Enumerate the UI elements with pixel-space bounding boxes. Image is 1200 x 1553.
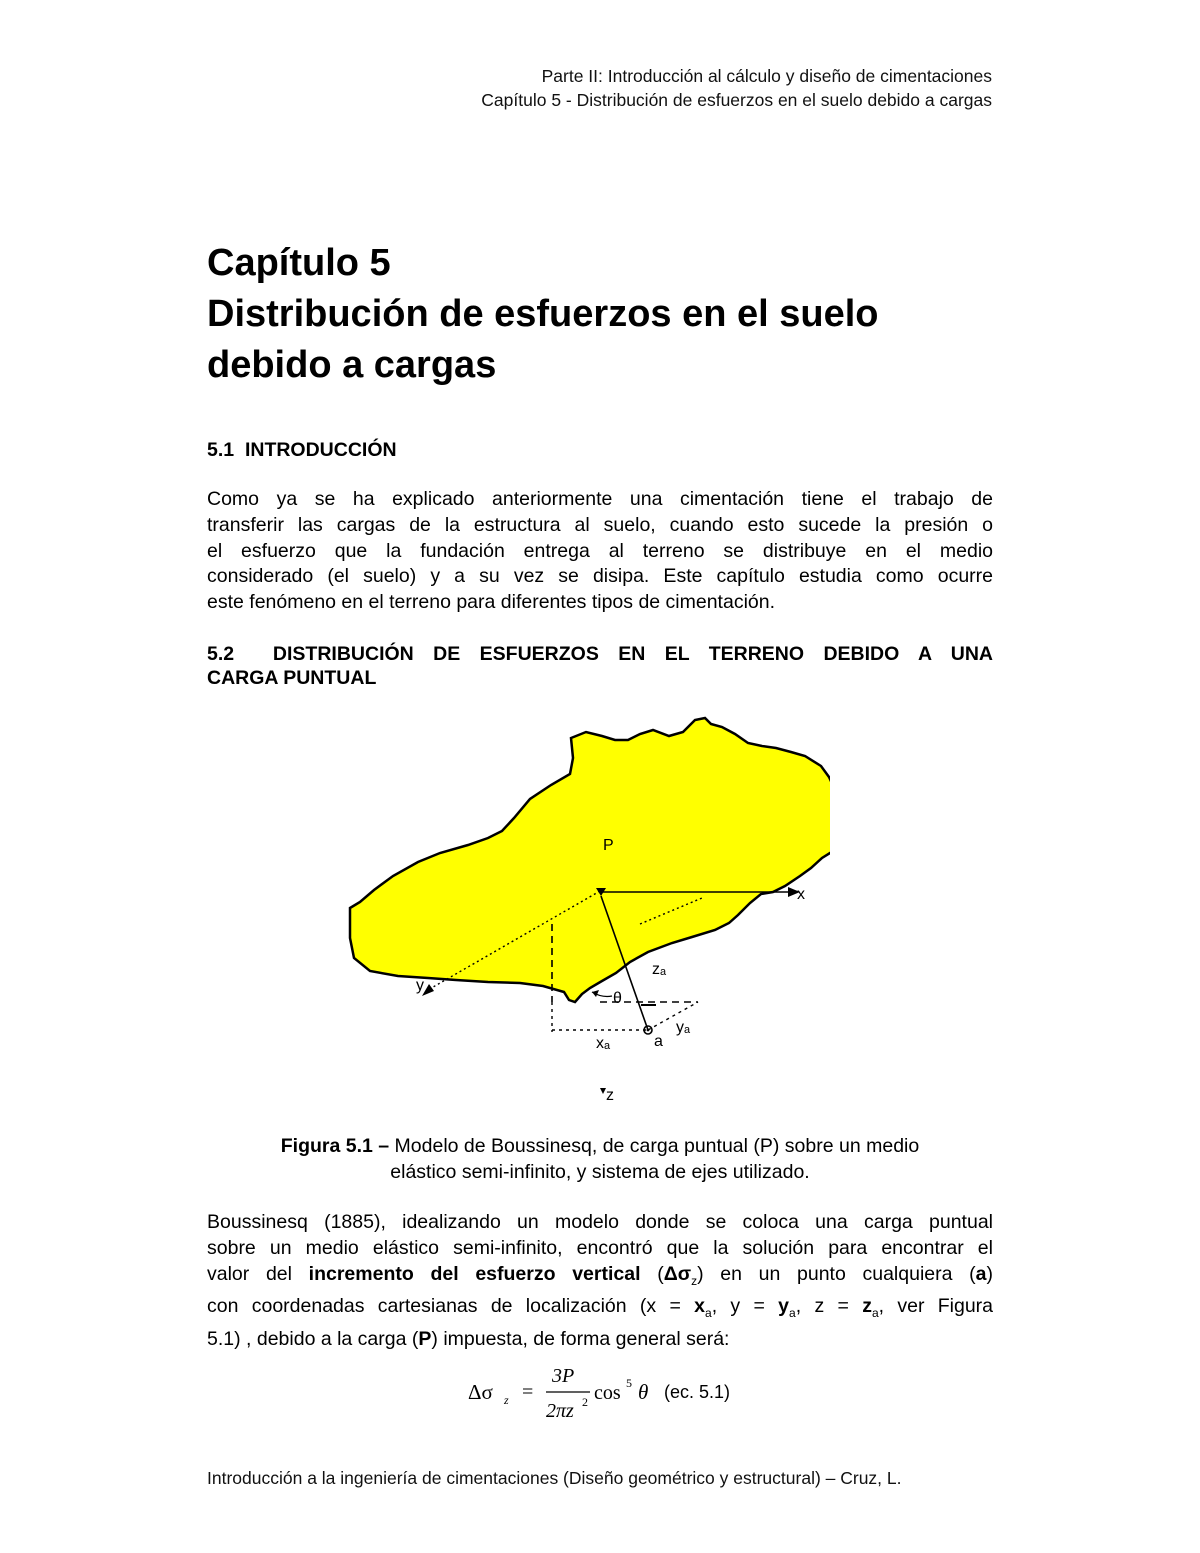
boussinesq-line: Boussinesq (1885), idealizando un modelo donde se coloca una carga puntual bbox=[207, 1211, 993, 1233]
label-z: z bbox=[606, 1087, 614, 1104]
equation-theta: θ bbox=[638, 1380, 649, 1404]
header-part: Parte II: Introducción al cálculo y diseño de cimentaciones bbox=[541, 66, 992, 86]
equation-equals: = bbox=[522, 1381, 534, 1403]
vertical-stress-increment-term: incremento del esfuerzo vertical bbox=[308, 1262, 641, 1285]
text-run: ( bbox=[640, 1262, 664, 1285]
boussinesq-line bbox=[207, 1327, 993, 1353]
equation-lhs-subscript: z bbox=[504, 1393, 509, 1407]
boussinesq-figure bbox=[330, 710, 830, 1110]
text-run: valor del bbox=[207, 1262, 309, 1285]
text-run: con coordenadas cartesianas de localización (x = bbox=[207, 1295, 695, 1318]
intro-line: el esfuerzo que la fundación entrega al terreno se distribuye en el medio bbox=[207, 539, 993, 562]
xa-ref: x bbox=[694, 1295, 706, 1318]
equation-numerator: 3P bbox=[552, 1365, 575, 1387]
text-run: , ver Figura bbox=[878, 1295, 994, 1318]
soil-medium-shape bbox=[350, 718, 830, 1002]
text-run: ) en un punto cualquiera ( bbox=[697, 1262, 976, 1285]
label-y: y bbox=[416, 977, 424, 994]
section-heading-5-1: 5.1 INTRODUCCIÓN bbox=[207, 439, 397, 461]
label-x: x bbox=[797, 886, 805, 903]
boussinesq-line bbox=[207, 1294, 993, 1327]
equation-denominator: 2πz bbox=[546, 1400, 574, 1422]
intro-line: transferir las cargas de la estructura al suelo, cuando esto sucede la presión o bbox=[207, 513, 993, 536]
figure-caption-line2: elástico semi-infinito, y sistema de ejes utilizado. bbox=[390, 1160, 810, 1183]
figure-caption bbox=[207, 1134, 993, 1186]
intro-paragraph bbox=[207, 487, 993, 616]
point-a-ref: a bbox=[975, 1262, 987, 1285]
ya-subscript: a bbox=[789, 1306, 796, 1321]
label-ya: yₐ bbox=[676, 1019, 690, 1036]
intro-line: considerado (el suelo) y a su vez se disipa. Este capítulo estudia como ocurre bbox=[207, 565, 993, 588]
chapter-title-line1: Capítulo 5 bbox=[207, 242, 391, 284]
label-a: a bbox=[654, 1033, 663, 1050]
ya-ref: y bbox=[778, 1295, 790, 1318]
equation-lhs: Δσ bbox=[468, 1380, 493, 1404]
section-heading-5-2-line2: CARGA PUNTUAL bbox=[207, 667, 377, 689]
point-a-dot bbox=[647, 1029, 650, 1032]
text-run: , y = bbox=[711, 1295, 779, 1318]
label-za: zₐ bbox=[652, 961, 666, 978]
running-header bbox=[481, 64, 992, 112]
equation-5-1 bbox=[466, 1362, 766, 1424]
za-ref: z bbox=[862, 1295, 872, 1318]
za-subscript: a bbox=[871, 1306, 879, 1321]
ya-line bbox=[648, 1002, 698, 1030]
page-footer: Introducción a la ingeniería de cimentaciones (Diseño geométrico y estructural) – Cruz, L. bbox=[207, 1468, 902, 1488]
figure-caption-label: Figura 5.1 – bbox=[280, 1135, 390, 1157]
section-heading-5-2-line1: 5.2 DISTRIBUCIÓN DE ESFUERZOS EN EL TERRENO DEBIDO A UNA bbox=[207, 643, 993, 665]
theta-arc-arrow-icon bbox=[592, 990, 599, 997]
chapter-title bbox=[207, 238, 879, 391]
text-run: ) bbox=[986, 1262, 994, 1285]
boussinesq-line bbox=[207, 1262, 993, 1295]
header-chapter: Capítulo 5 - Distribución de esfuerzos en el suelo debido a cargas bbox=[481, 90, 992, 110]
section-heading-5-2 bbox=[207, 642, 993, 690]
xa-subscript: a bbox=[705, 1306, 712, 1321]
label-xa: xₐ bbox=[596, 1035, 610, 1052]
text-run: ) impuesta, de forma general será: bbox=[431, 1327, 730, 1350]
chapter-title-line3: debido a cargas bbox=[207, 344, 497, 386]
equation-label: (ec. 5.1) bbox=[664, 1382, 731, 1402]
label-p: P bbox=[603, 837, 614, 854]
delta-sigma-subscript: z bbox=[691, 1273, 698, 1288]
boussinesq-line: sobre un medio elástico semi-infinito, encontró que la solución para encontrar el bbox=[207, 1236, 993, 1259]
text-run: , z = bbox=[795, 1295, 863, 1318]
boussinesq-paragraph bbox=[207, 1210, 993, 1353]
equation-cos: cos bbox=[594, 1382, 621, 1404]
load-p-ref: P bbox=[418, 1327, 432, 1350]
chapter-title-line2: Distribución de esfuerzos en el suelo bbox=[207, 293, 879, 335]
equation-cos-exponent: 5 bbox=[626, 1376, 632, 1390]
figure-caption-line1 bbox=[207, 1134, 993, 1160]
equation-denominator-exponent: 2 bbox=[582, 1395, 588, 1409]
intro-line: Como ya se ha explicado anteriormente una cimentación tiene el trabajo de bbox=[207, 488, 993, 510]
label-theta: θ bbox=[613, 990, 622, 1007]
delta-sigma-symbol: Δσ bbox=[663, 1262, 692, 1285]
intro-line: este fenómeno en el terreno para diferentes tipos de cimentación. bbox=[207, 591, 776, 614]
figure-caption-text: Modelo de Boussinesq, de carga puntual (P) sobre un medio bbox=[389, 1135, 920, 1157]
text-run: 5.1) , debido a la carga ( bbox=[207, 1327, 419, 1350]
